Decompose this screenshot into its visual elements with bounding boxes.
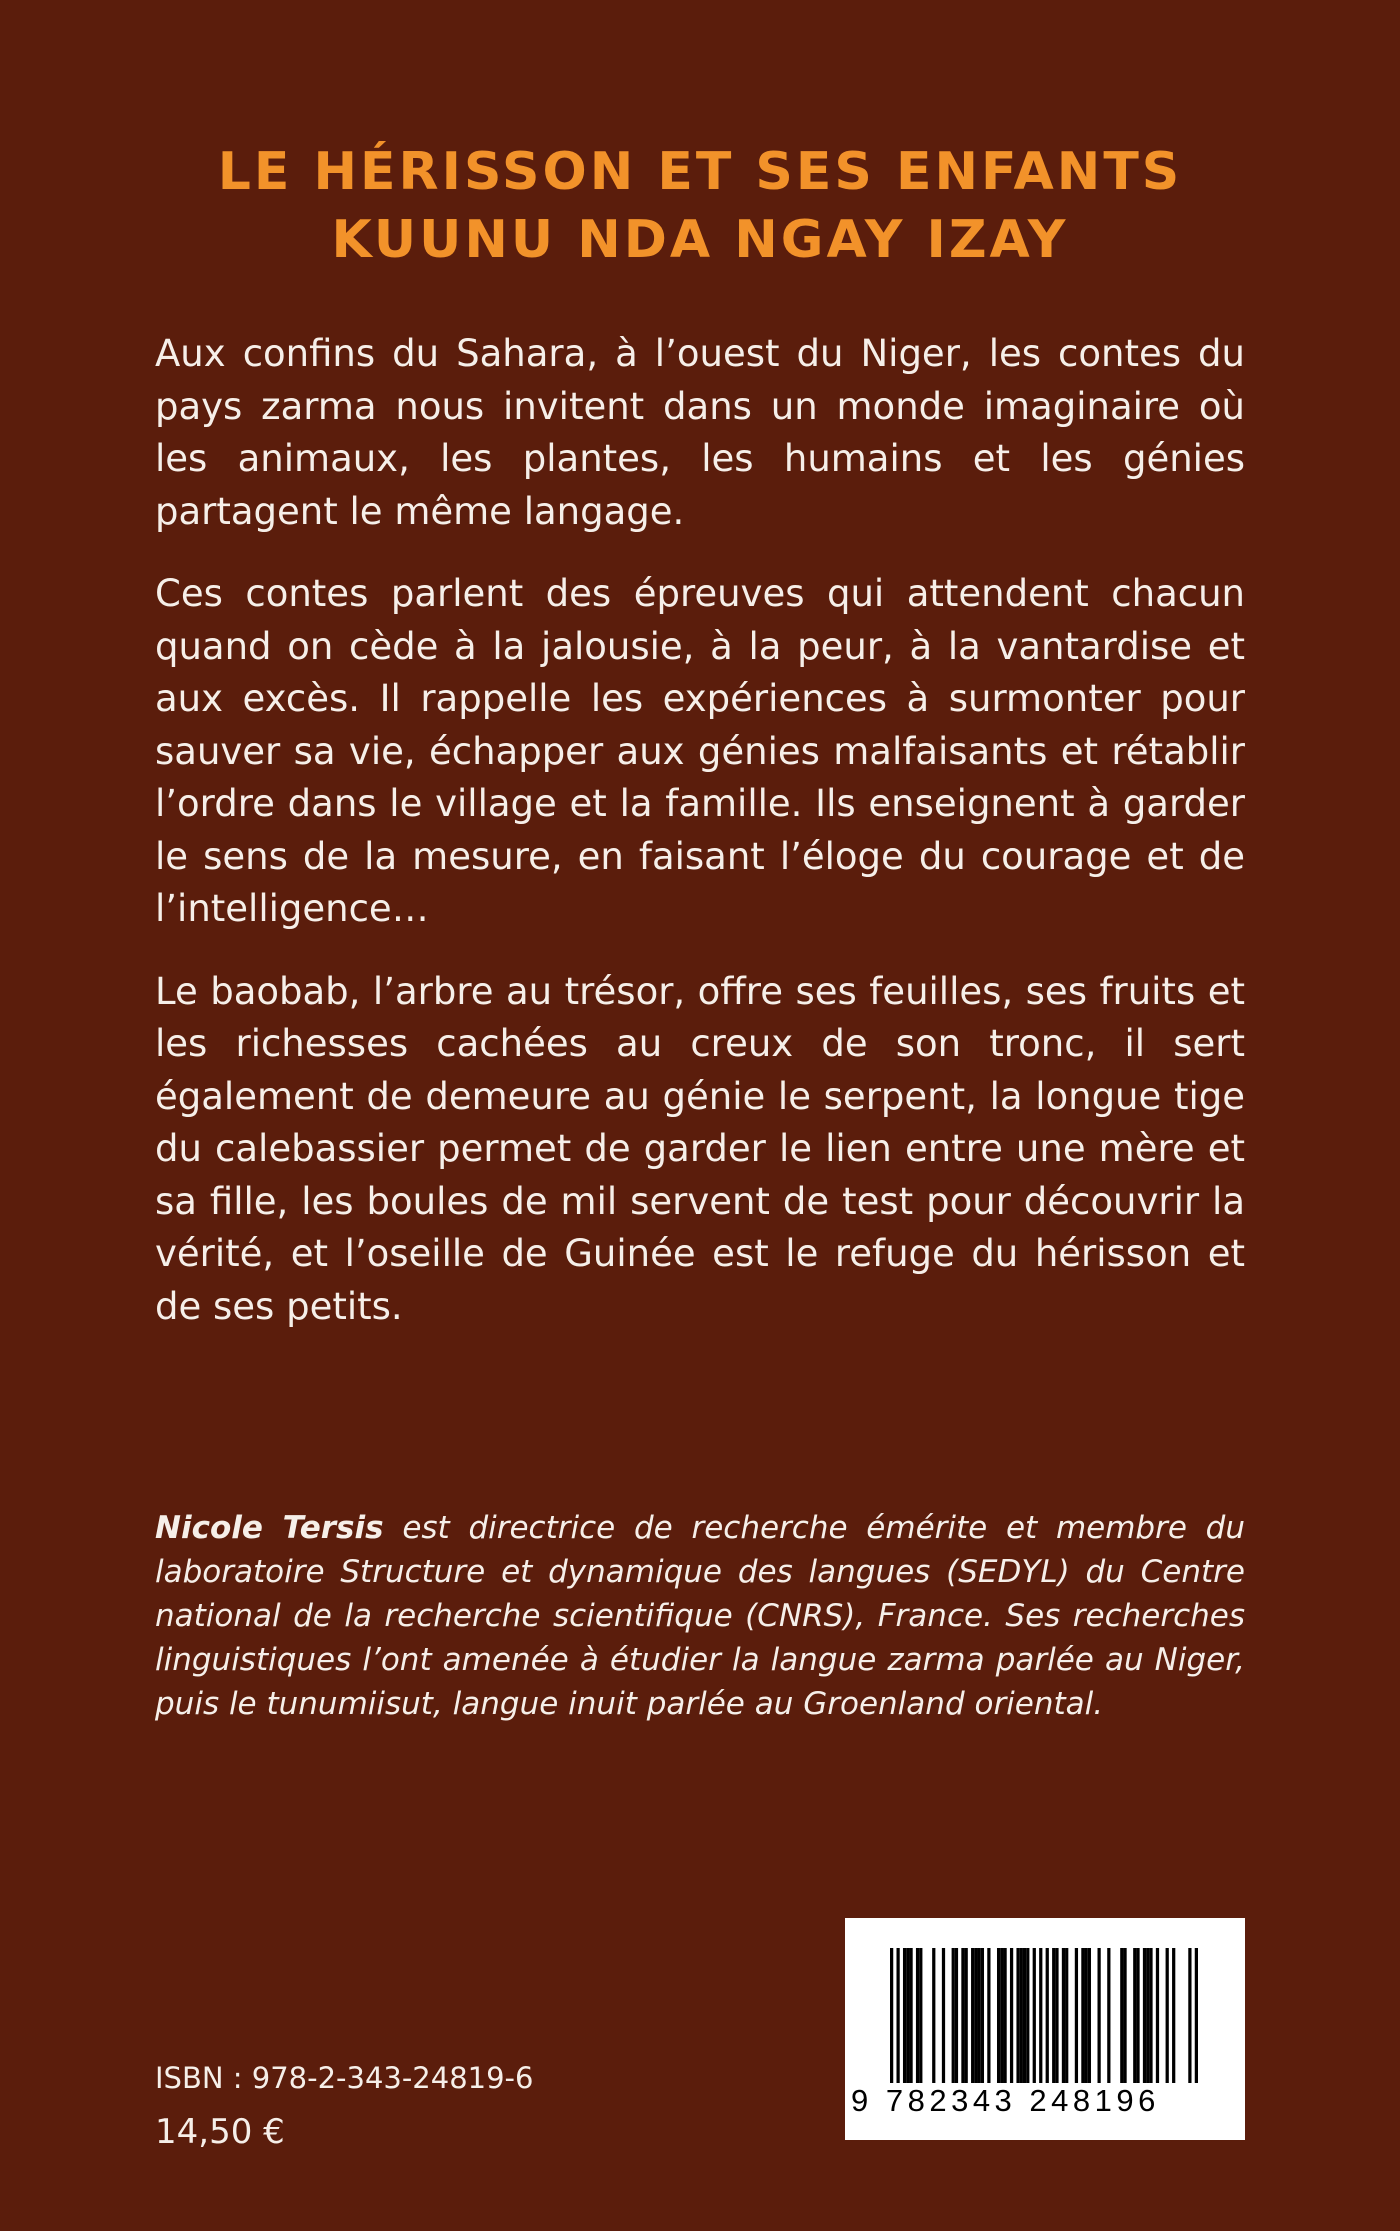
author-bio — [155, 1506, 1245, 1726]
barcode-bar — [961, 1948, 964, 2083]
barcode-bar — [896, 1948, 899, 2083]
barcode-bar — [965, 1948, 968, 2083]
barcode-bar — [971, 1948, 974, 2083]
barcode-bar — [932, 1948, 935, 2083]
barcode-bar — [974, 1948, 977, 2083]
back-cover-summary — [155, 328, 1245, 1363]
barcode-bar — [1172, 1948, 1175, 2083]
barcode-bar — [1046, 1948, 1049, 2083]
barcode-digits: 9 782343 248196 — [851, 2083, 1160, 2118]
barcode-bar — [903, 1948, 906, 2083]
barcode-bar — [1065, 1948, 1068, 2083]
barcode-bar — [1020, 1948, 1023, 2083]
barcode-bar — [1149, 1948, 1152, 2083]
barcode-bar — [1088, 1948, 1091, 2083]
summary-paragraph-1: Aux confins du Sahara, à l’ouest du Niger, les contes du pays zarma nous invitent dans un monde imaginaire où les animaux, les plantes, les humains et les génies partagent le même langage. — [155, 332, 1245, 533]
barcode-bar — [1081, 1948, 1084, 2083]
barcode-bar — [906, 1948, 909, 2083]
isbn-label: ISBN : 978-2-343-24819-6 — [155, 2061, 534, 2095]
barcode-bars — [890, 1948, 1198, 2083]
barcode-bar — [1166, 1948, 1169, 2083]
barcode-bar — [981, 1948, 984, 2083]
barcode-bar — [942, 1948, 945, 2083]
title-zarma: KUUNU NDA NGAY IZAY — [331, 210, 1069, 270]
barcode-bar — [909, 1948, 912, 2083]
barcode-bar — [987, 1948, 990, 2083]
barcode-bar — [1039, 1948, 1042, 2083]
barcode-bar — [1010, 1948, 1013, 2083]
barcode-bar — [978, 1948, 981, 2083]
barcode-bar — [1033, 1948, 1036, 2083]
barcode-bar — [1023, 1948, 1026, 2083]
barcode-bar — [1062, 1948, 1065, 2083]
barcode-bar — [1195, 1948, 1198, 2083]
barcode-bar — [952, 1948, 955, 2083]
barcode-bar — [1123, 1948, 1126, 2083]
barcode-bar — [1133, 1948, 1136, 2083]
barcode — [845, 1918, 1245, 2140]
barcode-bar — [1052, 1948, 1055, 2083]
barcode-bar — [1085, 1948, 1088, 2083]
title-french: LE HÉRISSON ET SES ENFANTS — [217, 142, 1183, 202]
barcode-bar — [1016, 1948, 1019, 2083]
barcode-bar — [1143, 1948, 1146, 2083]
author-bio-text: est directrice de recherche émérite et membre du laboratoire Structure et dynamique des langues (SEDYL) du Centre national de la recherche scientifique (CNRS), France. Ses recherches linguistiques l’ont amenée à étudier la langue zarma parlée au Niger, puis le tunumiisut, langue inuit parlée au Groenland oriental. — [155, 1510, 1245, 1722]
summary-paragraph-3: Le baobab, l’arbre au trésor, offre ses feuilles, ses fruits et les richesses cachées au creux de son tronc, il sert également de demeure au génie le serpent, la longue tige du calebassier permet de garder le lien entre une mère et sa fille, les boules de mil servent de test pour découvrir la vérité, et l’oseille de Guinée est le refuge du hérisson et de ses petits. — [155, 969, 1245, 1328]
barcode-bar — [1107, 1948, 1110, 2083]
barcode-bar — [1120, 1948, 1123, 2083]
barcode-bar — [997, 1948, 1000, 2083]
author-name: Nicole Tersis — [155, 1510, 384, 1546]
barcode-bar — [1188, 1948, 1191, 2083]
barcode-bar — [1156, 1948, 1159, 2083]
barcode-bar — [1000, 1948, 1003, 2083]
barcode-bar — [1136, 1948, 1139, 2083]
price-label: 14,50 € — [155, 2112, 285, 2152]
barcode-bar — [955, 1948, 958, 2083]
barcode-bar — [1055, 1948, 1058, 2083]
barcode-bar — [1075, 1948, 1078, 2083]
barcode-bar — [916, 1948, 919, 2083]
book-title — [0, 138, 1400, 274]
barcode-bar — [1026, 1948, 1029, 2083]
summary-paragraph-2: Ces contes parlent des épreuves qui attendent chacun quand on cède à la jalousie, à la peur, à la vantardise et aux excès. Il rappelle les expériences à surmonter pour sauver sa vie, échapper aux génies malfaisants et rétablir l’ordre dans le village et la famille. Ils enseignent à garder le sens de la mesure, en faisant l’éloge du courage et de l’intelligence… — [155, 572, 1245, 930]
barcode-bar — [1003, 1948, 1006, 2083]
barcode-bar — [890, 1948, 893, 2083]
barcode-bar — [1097, 1948, 1100, 2083]
barcode-bar — [1146, 1948, 1149, 2083]
barcode-bar — [919, 1948, 922, 2083]
